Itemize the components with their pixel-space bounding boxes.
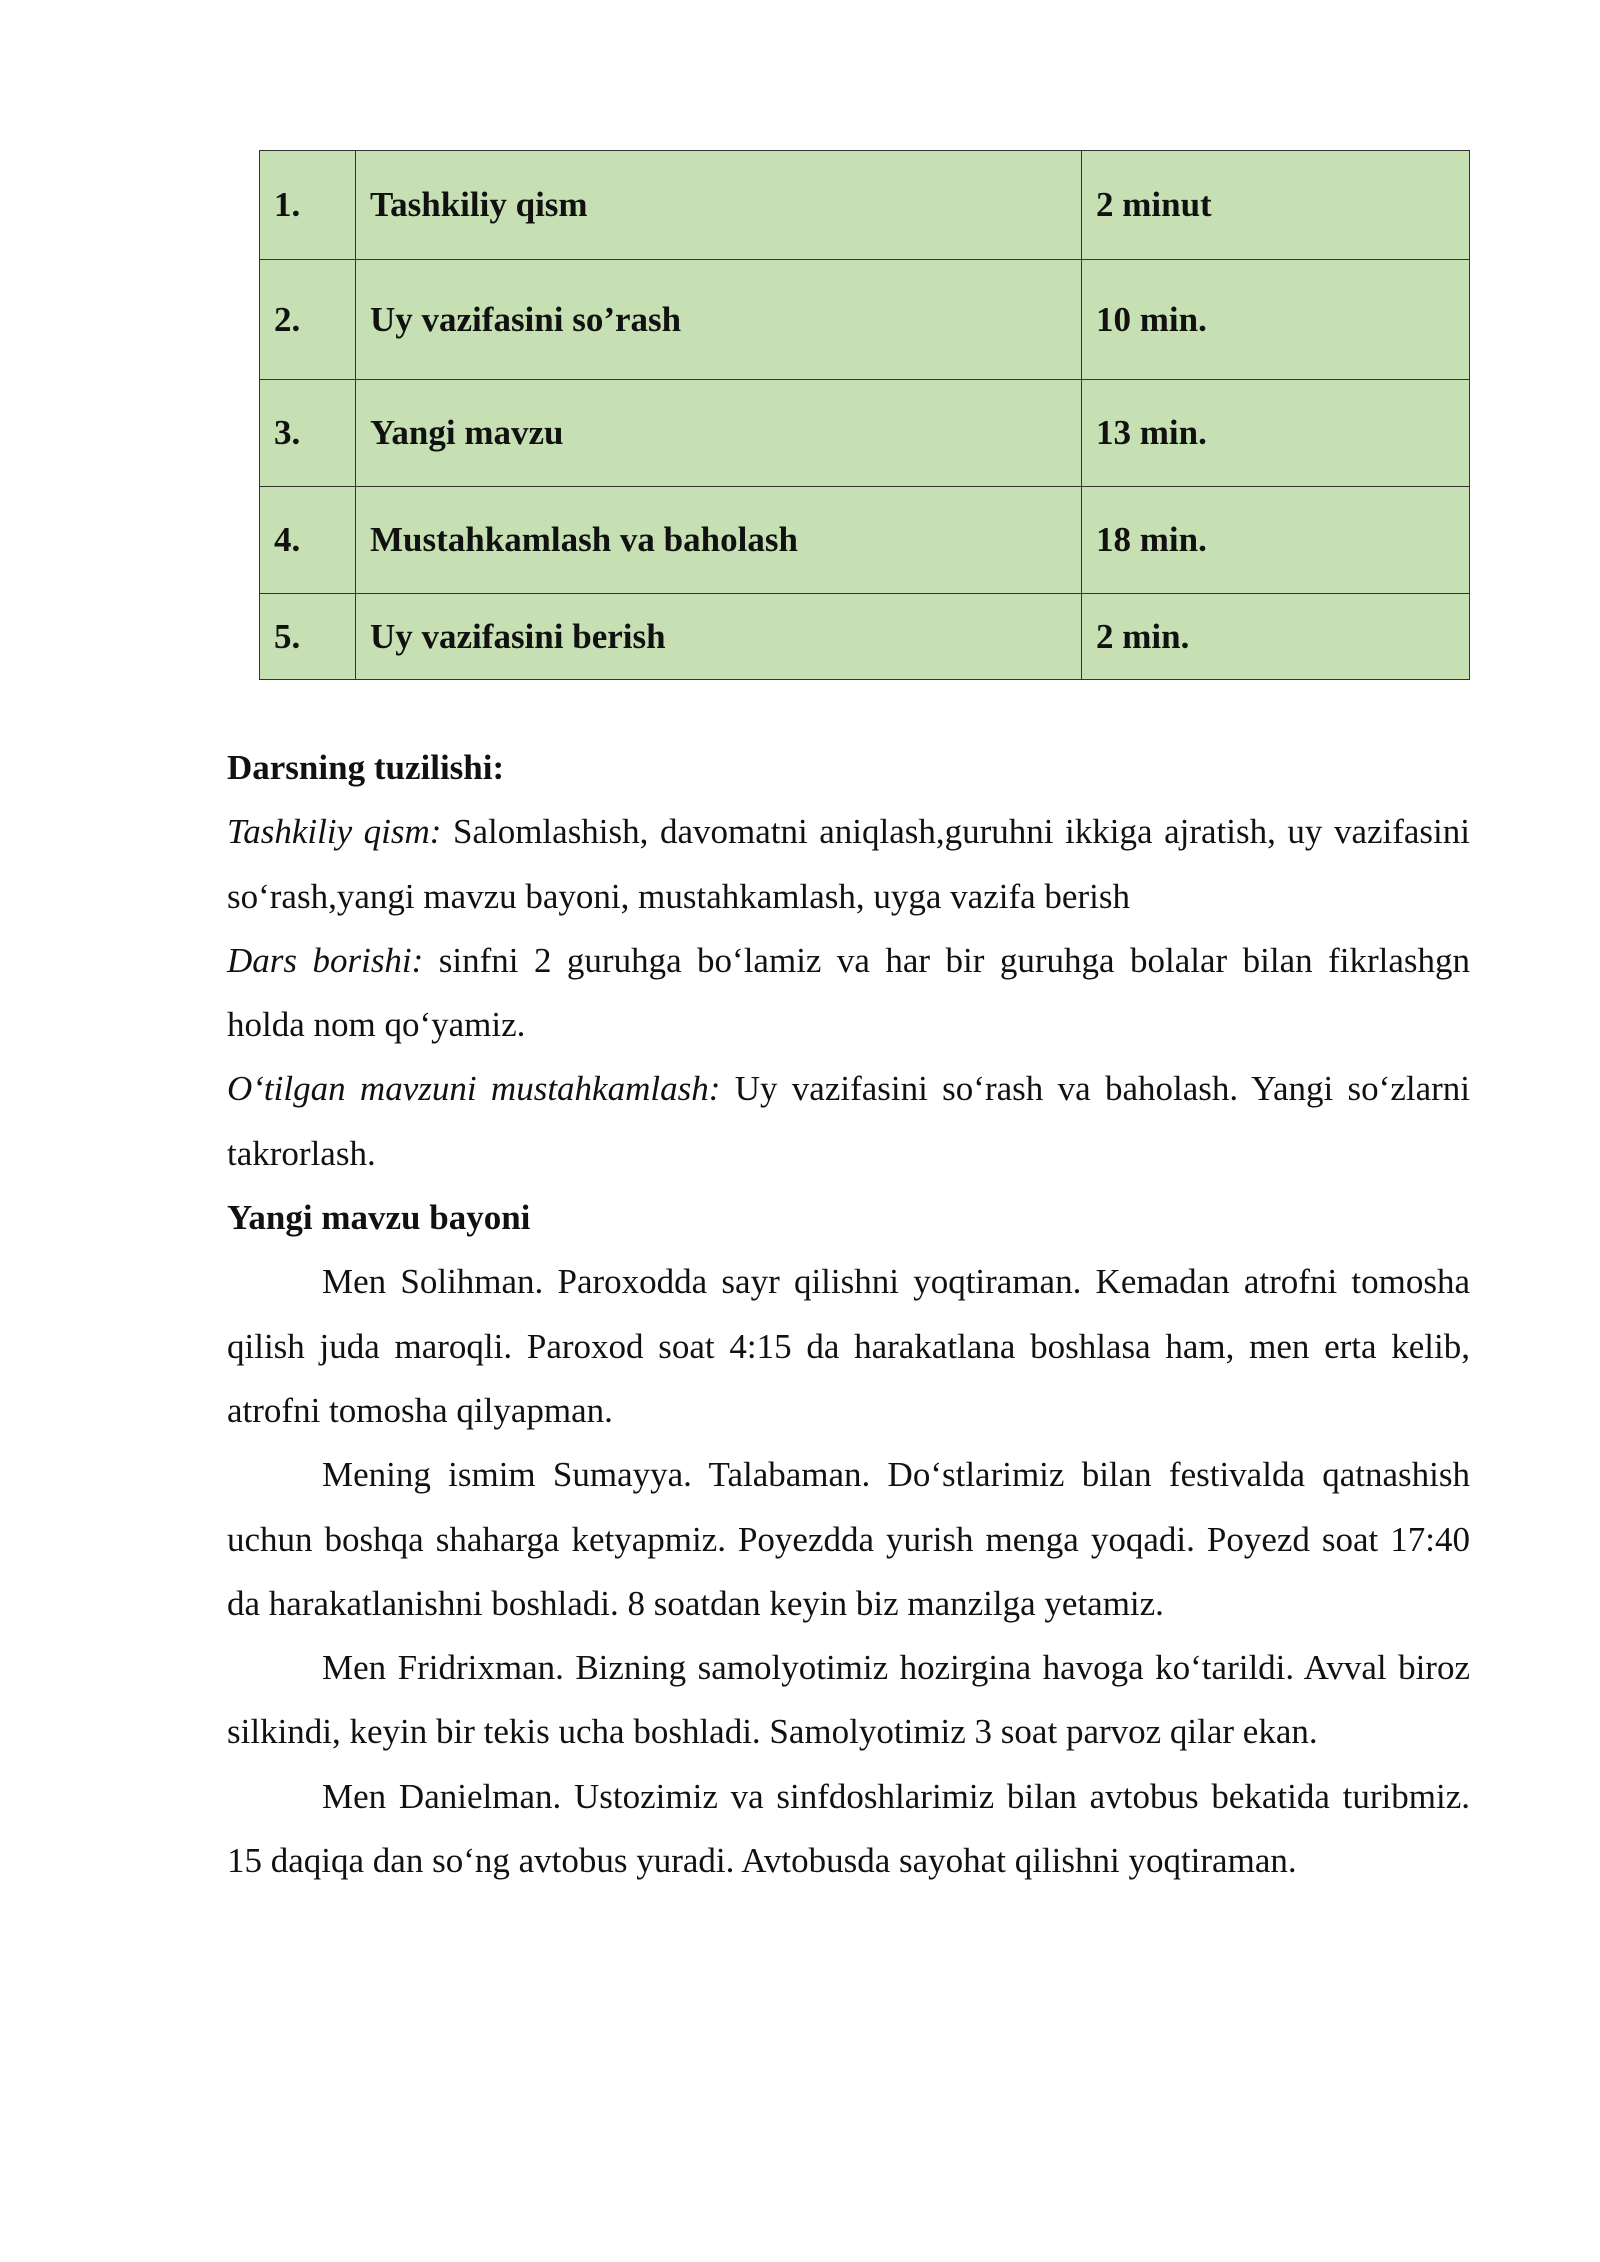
stage-duration: 13 min.	[1082, 380, 1470, 487]
stage-number: 2.	[260, 260, 356, 380]
story-paragraph: Mening ismim Sumayya. Talabaman. Do‘stlarimiz bilan festivalda qatnashish uchun boshqa shaharga ketyapmiz. Poyezdda yurish menga yoqadi. Poyezd soat 17:40 da harakatlanishni boshladi. 8 soatdan keyin biz manzilga yetamiz.	[227, 1455, 1470, 1623]
table-row	[260, 151, 1470, 260]
document-body	[227, 736, 1470, 1893]
process-label: Dars borishi:	[227, 940, 424, 980]
stage-duration: 2 minut	[1082, 151, 1470, 260]
organization-paragraph	[227, 800, 1470, 929]
stage-number: 5.	[260, 594, 356, 680]
table-row	[260, 594, 1470, 680]
table-row	[260, 380, 1470, 487]
structure-heading: Darsning tuzilishi:	[227, 748, 505, 787]
table-row	[260, 260, 1470, 380]
organization-text: Salomlashish, davomatni aniqlash,guruhni ikkiga ajratish, uy vazifasini so‘rash,yangi mavzu bayoni, mustahkamlash, uyga vazifa berish	[227, 812, 1470, 916]
stage-duration: 10 min.	[1082, 260, 1470, 380]
stage-name: Tashkiliy qism	[356, 151, 1082, 260]
process-text: sinfni 2 guruhga bo‘lamiz va har bir guruhga bolalar bilan fikrlashgn holda nom qo‘yamiz.	[227, 940, 1470, 1045]
stage-name: Yangi mavzu	[356, 380, 1082, 487]
new-topic-heading: Yangi mavzu bayoni	[227, 1198, 531, 1238]
stage-number: 4.	[260, 487, 356, 594]
stage-name: Uy vazifasini so’rash	[356, 260, 1082, 380]
story-paragraph: Men Danielman. Ustozimiz va sinfdoshlarimiz bilan avtobus bekatida turibmiz. 15 daqiqa dan so‘ng avtobus yuradi. Avtobusda sayohat qilishni yoqtiraman.	[227, 1776, 1470, 1881]
story-paragraph: Men Fridrixman. Bizning samolyotimiz hozirgina havoga ko‘tarildi. Avval biroz silkindi, keyin bir tekis ucha boshladi. Samolyotimiz 3 soat parvoz qilar ekan.	[227, 1648, 1470, 1752]
stage-number: 1.	[260, 151, 356, 260]
table-row	[260, 487, 1470, 594]
stage-duration: 18 min.	[1082, 487, 1470, 594]
process-paragraph	[227, 929, 1470, 1058]
stage-name: Uy vazifasini berish	[356, 594, 1082, 680]
stage-duration: 2 min.	[1082, 594, 1470, 680]
stage-name: Mustahkamlash va baholash	[356, 487, 1082, 594]
review-paragraph	[227, 1057, 1470, 1186]
story-paragraph: Men Solihman. Paroxodda sayr qilishni yoqtiraman. Kemadan atrofni tomosha qilish juda maroqli. Paroxod soat 4:15 da harakatlana boshlasa ham, men erta kelib, atrofni tomosha qilyapman.	[227, 1262, 1470, 1430]
organization-label: Tashkiliy qism:	[227, 812, 442, 852]
lesson-plan-table	[259, 150, 1470, 680]
stage-number: 3.	[260, 380, 356, 487]
review-text: Uy vazifasini so‘rash va baholash. Yangi so‘zlarni takrorlash.	[227, 1069, 1470, 1173]
review-label: O‘tilgan mavzuni mustahkamlash:	[227, 1069, 721, 1109]
